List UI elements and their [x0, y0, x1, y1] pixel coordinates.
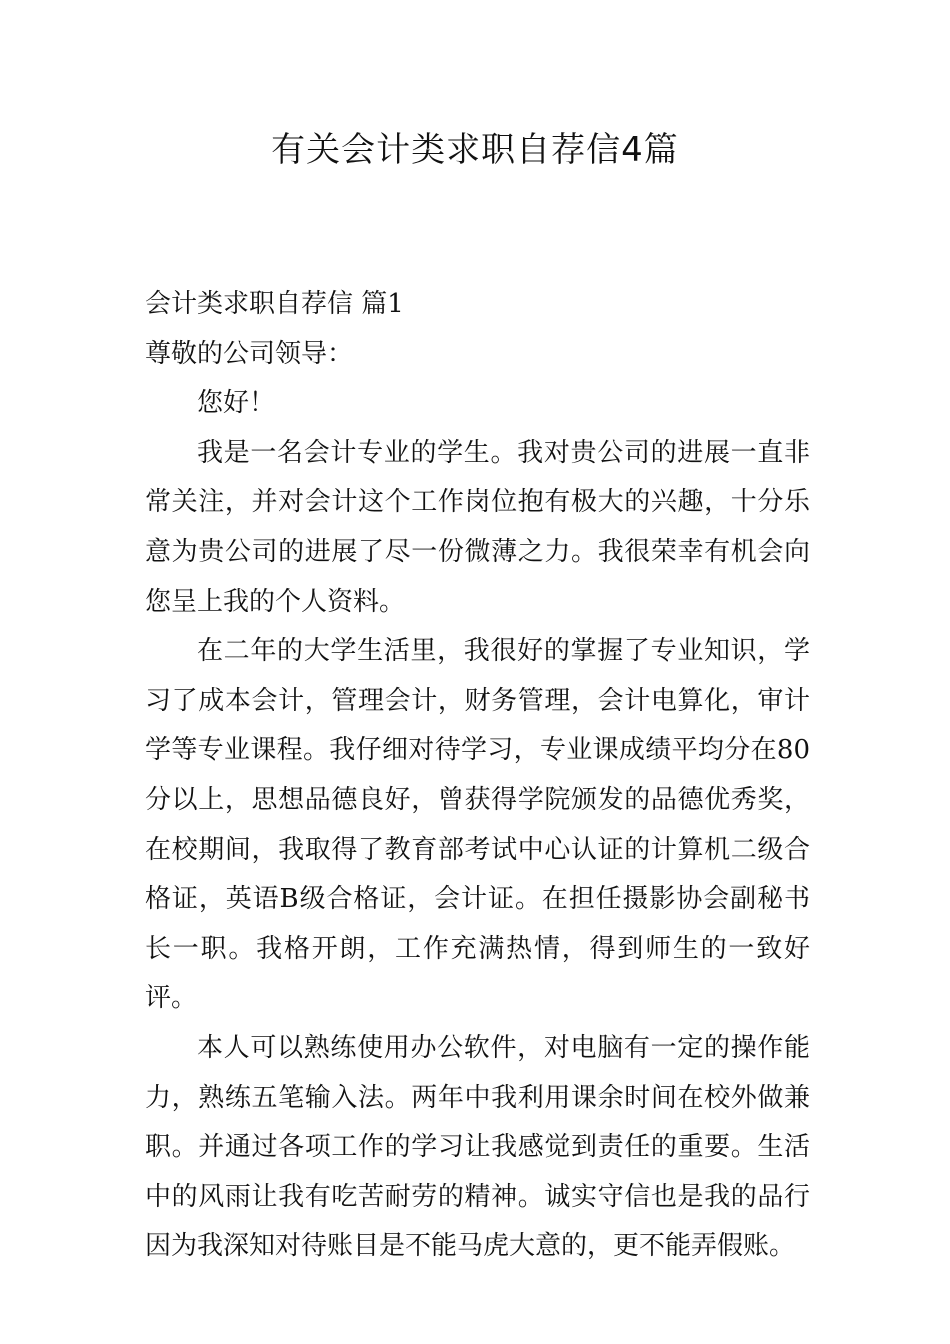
salutation: 尊敬的公司领导：	[145, 338, 354, 369]
paragraph-intro: 我是一名会计专业的学生。我对贵公司的进展一直非常关注，并对会计这个工作岗位抱有极大的兴趣，十分乐意为贵公司的进展了尽一份微薄之力。我很荣幸有机会向您呈上我的个人资料。	[145, 437, 810, 617]
document-body	[145, 280, 810, 1272]
section-heading: 会计类求职自荐信 篇1	[145, 289, 404, 319]
paragraph-education: 在二年的大学生活里，我很好的掌握了专业知识，学习了成本会计，管理会计，财务管理，会计电算化，审计学等专业课程。我仔细对待学习，专业课成绩平均分在80分以上，思想品德良好，曾获得学院颁发的品德优秀奖，在校期间，我取得了教育部考试中心认证的计算机二级合格证，英语B级合格证，会计证。在担任摄影协会副秘书长一职。我格开朗，工作充满热情，得到师生的一致好评。	[145, 636, 810, 1014]
document-title: 有关会计类求职自荐信4篇	[271, 130, 679, 170]
paragraph-skills: 本人可以熟练使用办公软件，对电脑有一定的操作能力，熟练五笔输入法。两年中我利用课余时间在校外做兼职。并通过各项工作的学习让我感觉到责任的重要。生活中的风雨让我有吃苦耐劳的精神。诚实守信也是我的品行因为我深知对待账目是不能马虎大意的，更不能弄假账。	[145, 1032, 810, 1262]
greeting: 您好！	[197, 388, 276, 419]
